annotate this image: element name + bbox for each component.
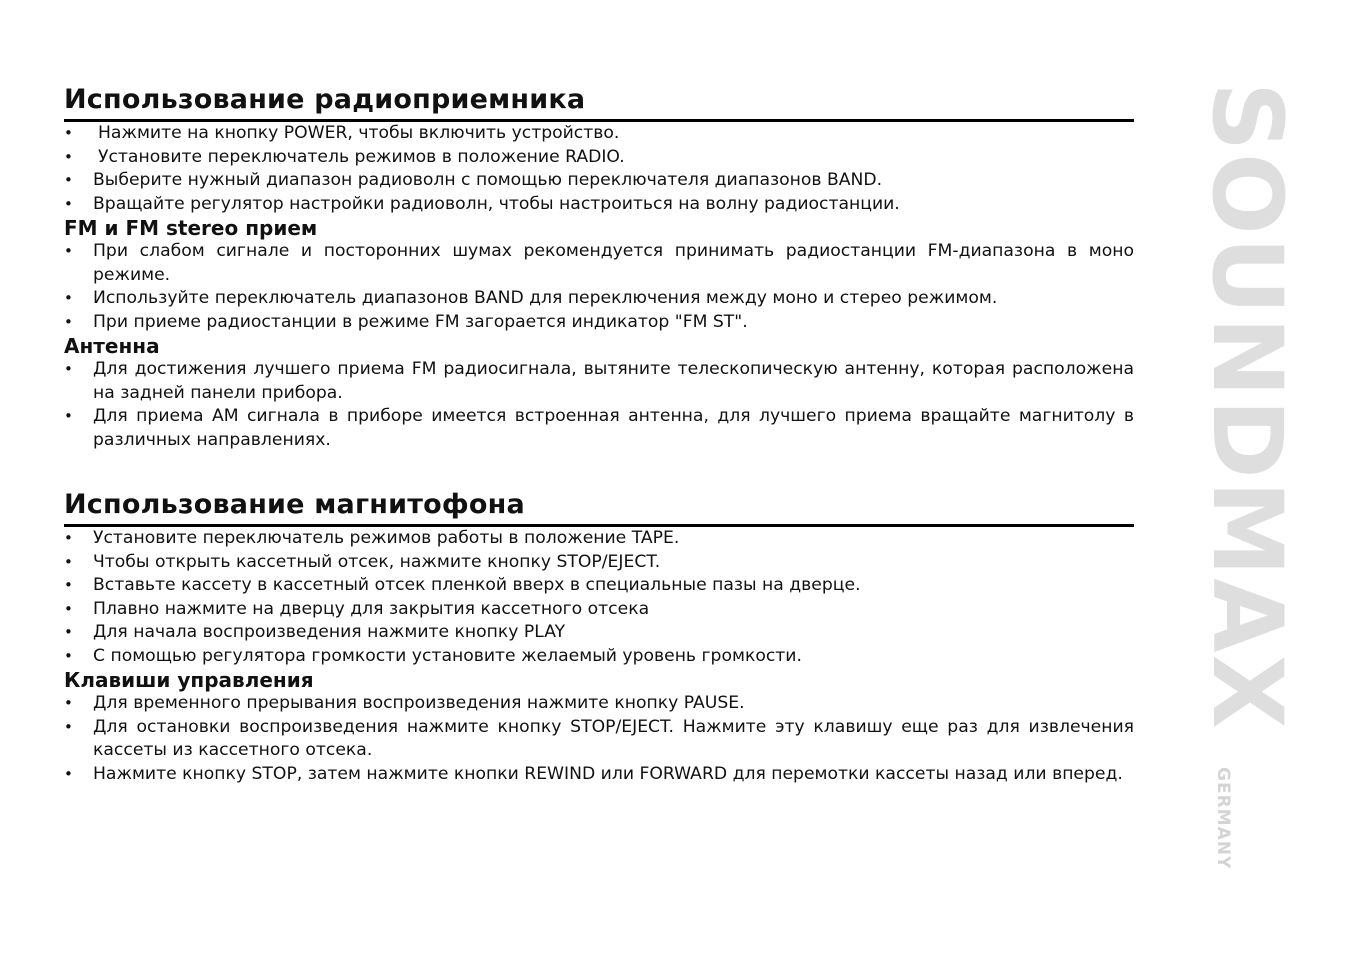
brand-watermark [1191,82,1303,882]
list-item: • Вставьте кассету в кассетный отсек пленкой вверх в специальные пазы на дверце. [64,574,1134,598]
subsection-title: FM и FM stereo прием [64,216,318,240]
subsection-title: Антенна [64,334,160,358]
subsection-title: Клавиши управления [64,668,314,692]
list-item: • При приеме радиостанции в режиме FM загорается индикатор "FM ST". [64,311,1134,335]
section-tape [64,488,1134,786]
list-item: • Для достижения лучшего приема FM радиосигнала, вытяните телескопическую антенну, которая расположена на задней панели прибора. [64,358,1134,405]
section-title: Использование радиоприемника [64,83,1134,122]
list-item: • Для приема AM сигнала в приборе имеется встроенная антенна, для лучшего приема вращайте магнитолу в различных направлениях. [64,405,1134,452]
list-item: • Установите переключатель режимов в положение RADIO. [64,146,1134,170]
list-item: • С помощью регулятора громкости установите желаемый уровень громкости. [64,645,1134,669]
section-title: Использование магнитофона [64,488,1134,527]
list-item: • Вращайте регулятор настройки радиоволн, чтобы настроиться на волну радиостанции. [64,193,1134,217]
list-item: • Чтобы открыть кассетный отсек, нажмите кнопку STOP/EJECT. [64,551,1134,575]
list-item: • Для начала воспроизведения нажмите кнопку PLAY [64,621,1134,645]
list-item: • Для временного прерывания воспроизведения нажмите кнопку PAUSE. [64,692,1134,716]
brand-logo: SOUNDMAX [1191,82,1303,731]
list-item: • Выберите нужный диапазон радиоволн с помощью переключателя диапазонов BAND. [64,169,1134,193]
bullet-list [64,122,1134,216]
document-page [64,80,1134,822]
list-item: • При слабом сигнале и посторонних шумах рекомендуется принимать радиостанции FM-диапазона в моно режиме. [64,240,1134,287]
list-item: • Нажмите на кнопку POWER, чтобы включить устройство. [64,122,1134,146]
list-item: • Плавно нажмите на дверцу для закрытия кассетного отсека [64,598,1134,622]
bullet-list [64,692,1134,786]
brand-tagline: GERMANY [1213,767,1233,870]
bullet-list [64,240,1134,334]
list-item: • Установите переключатель режимов работы в положение TAPE. [64,527,1134,551]
list-item: • Используйте переключатель диапазонов BAND для переключения между моно и стерео режимом. [64,287,1134,311]
list-item: • Для остановки воспроизведения нажмите кнопку STOP/EJECT. Нажмите эту клавишу еще раз для извлечения кассеты из кассетного отсека. [64,716,1134,763]
bullet-list [64,358,1134,452]
section-radio [64,83,1134,452]
bullet-list [64,527,1134,668]
list-item: • Нажмите кнопку STOP, затем нажмите кнопки REWIND или FORWARD для перемотки кассеты назад или вперед. [64,763,1134,787]
